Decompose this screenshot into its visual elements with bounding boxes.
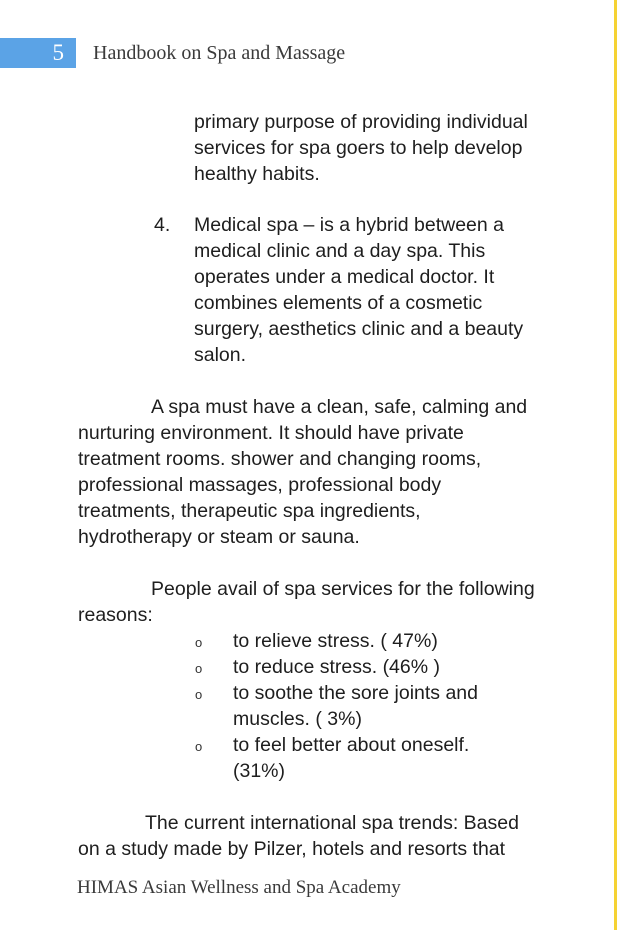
text-line: to relieve stress. ( 47%) [233,630,438,652]
text-line: primary purpose of providing individual [194,111,528,133]
text-line: muscles. ( 3%) [233,708,362,730]
text-line: surgery, aesthetics clinic and a beauty [194,318,524,340]
text-line: professional massages, professional body [78,474,442,496]
list-item-number: 4. [154,214,171,236]
list-item-medical-spa [194,212,523,368]
text-line: salon. [194,344,247,366]
text-line: to soothe the sore joints and [233,682,478,704]
bullet-icon: o [195,661,203,676]
page-footer: HIMAS Asian Wellness and Spa Academy [77,877,401,898]
list-item [233,680,478,732]
text-line: Medical spa – is a hybrid between a [194,214,505,236]
bullet-icon: o [195,687,203,702]
continuation-text [194,109,528,187]
text-line: services for spa goers to help develop [194,137,523,159]
text-line: nurturing environment. It should have private [78,422,464,444]
text-line: medical clinic and a day spa. This [194,240,486,262]
list-item [233,628,438,654]
text-line: to feel better about oneself. [233,734,470,756]
text-line: treatments, therapeutic spa ingredients, [78,500,421,522]
page-number-badge [0,38,76,68]
text-line: on a study made by Pilzer, hotels and resorts that [78,838,506,860]
page-header [0,38,400,68]
text-line: treatment rooms. shower and changing rooms, [78,448,482,470]
bullet-icon: o [195,635,203,650]
paragraph-environment [78,394,527,550]
text-line: A spa must have a clean, safe, calming and [151,396,528,418]
text-line: to reduce stress. (46% ) [233,656,440,678]
text-line: reasons: [78,604,153,626]
paragraph-reasons [78,576,535,628]
list-item [233,732,469,784]
text-line: (31%) [233,760,286,782]
text-line: healthy habits. [194,163,320,185]
header-title: Handbook on Spa and Massage [93,42,346,64]
list-item [233,654,440,680]
text-line: hydrotherapy or steam or sauna. [78,526,360,548]
page-number: 5 [52,40,64,65]
bullet-icon: o [195,739,203,754]
text-line: operates under a medical doctor. It [194,266,495,288]
text-line: The current international spa trends: Based [145,812,519,834]
text-line: combines elements of a cosmetic [194,292,483,314]
paragraph-trends [78,810,519,862]
text-line: People avail of spa services for the following [151,578,535,600]
